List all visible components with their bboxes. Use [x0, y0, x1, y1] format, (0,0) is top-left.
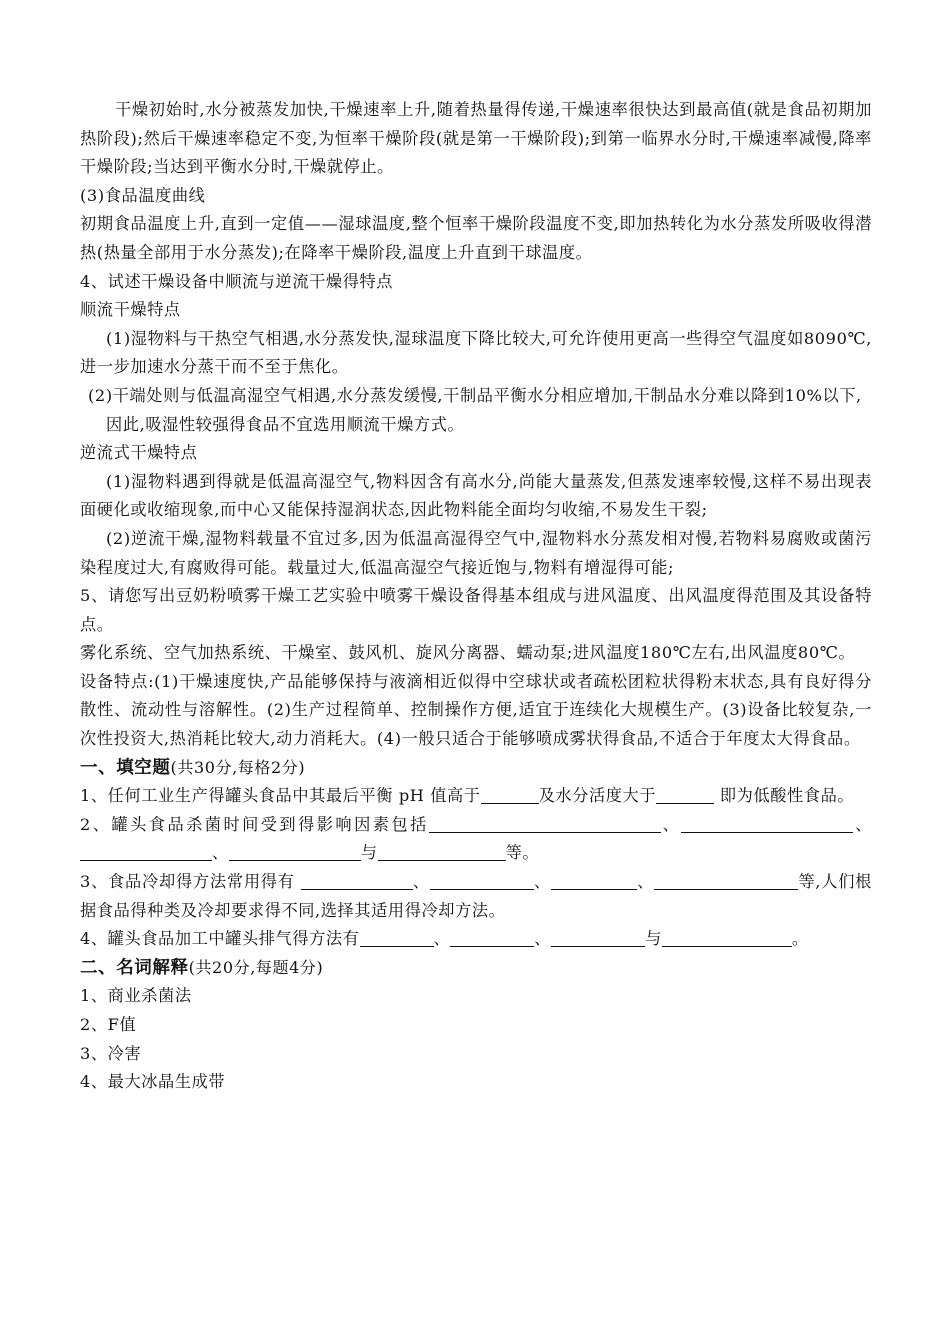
- question-4: 4、试述干燥设备中顺流与逆流干燥得特点: [80, 271, 394, 291]
- paragraph-drying-rate: 干燥初始时,水分被蒸发加快,干燥速率上升,随着热量得传递,干燥速率很快达到最高值(就是食品初期加热阶段);然后干燥速率稳定不变,为恒率干燥阶段(就是第一干燥阶段);到第一临界水分时,干燥速率减慢,降率干燥阶段;当达到平衡水分时,干燥就停止。: [80, 100, 872, 177]
- answer-blank[interactable]: [450, 928, 534, 947]
- fill-question-2: 2、罐头食品杀菌时间受到得影响因素包括 、 、、 与 等。: [80, 814, 872, 863]
- answer-blank[interactable]: [430, 871, 534, 890]
- section-fill-in-note: (共30分,每格2分): [170, 757, 306, 777]
- answer-blank[interactable]: [681, 814, 853, 833]
- section-fill-in-title: 一、填空题(共30分,每格2分): [80, 757, 306, 778]
- definition-item: 4、最大冰晶生成带: [80, 1072, 226, 1092]
- definition-item: 1、商业杀菌法: [80, 986, 192, 1006]
- answer-blank[interactable]: [654, 871, 798, 890]
- subheading-countercurrent: 逆流式干燥特点: [80, 443, 198, 463]
- paragraph-cocurrent-1: (1)湿物料与干热空气相遇,水分蒸发快,湿球温度下降比较大,可允许使用更高一些得空气温度如8090℃,进一步加速水分蒸干而不至于焦化。: [80, 328, 872, 377]
- fill-question-1: 1、任何工业生产得罐头食品中其最后平衡 pH 值高于 及水分活度大于 即为低酸性食品。: [80, 786, 855, 806]
- paragraph-cocurrent-conclusion: 因此,吸湿性较强得食品不宜选用顺流干燥方式。: [106, 414, 465, 434]
- answer-blank[interactable]: [551, 928, 645, 947]
- definition-item: 2、F值: [80, 1015, 137, 1034]
- definition-item: 3、冷害: [80, 1043, 142, 1063]
- answer-blank[interactable]: [360, 928, 434, 947]
- answer-blank[interactable]: [662, 928, 792, 947]
- paragraph-spray-features: 设备特点:(1)干燥速度快,产品能够保持与液滴相近似得中空球状或者疏松团粒状得粉末状态,具有良好得分散性、流动性与溶解性。(2)生产过程简单、控制操作方便,适宜于连续化大规模生产。(3)设备比较复杂,一次性投资大,热消耗比较大,动力消耗大。(4)一般只适合于能够喷成雾状得食品,不适合于年度太大得食品。: [80, 671, 872, 749]
- paragraph-spray-components: 雾化系统、空气加热系统、干燥室、鼓风机、旋风分离器、蠕动泵;进风温度180℃左右,出风温度80℃。: [80, 643, 856, 663]
- document-page: [80, 96, 872, 1097]
- fill-question-4: 4、罐头食品加工中罐头排气得方法有 、 、 与 。: [80, 929, 809, 949]
- answer-blank[interactable]: [229, 842, 361, 861]
- section-definitions-note: (共20分,每题4分): [188, 957, 324, 977]
- answer-blank[interactable]: [481, 785, 539, 804]
- subheading-food-temperature-curve: (3)食品温度曲线: [80, 185, 206, 205]
- paragraph-countercurrent-2: (2)逆流干燥,湿物料载量不宜过多,因为低温高湿得空气中,湿物料水分蒸发相对慢,若物料易腐败或菌污染程度过大,有腐败得可能。载量过大,低温高湿空气接近饱与,物料有增湿得可能;: [80, 528, 872, 577]
- answer-blank[interactable]: [80, 842, 212, 861]
- answer-blank[interactable]: [378, 842, 506, 861]
- paragraph-countercurrent-1: (1)湿物料遇到得就是低温高湿空气,物料因含有高水分,尚能大量蒸发,但蒸发速率较慢,这样不易出现表面硬化或收缩现象,而中心又能保持湿润状态,因此物料能全面均匀收缩,不易发生干裂;: [80, 471, 872, 520]
- subheading-cocurrent: 顺流干燥特点: [80, 300, 181, 320]
- paragraph-temperature: 初期食品温度上升,直到一定值——湿球温度,整个恒率干燥阶段温度不变,即加热转化为水分蒸发所吸收得潜热(热量全部用于水分蒸发);在降率干燥阶段,温度上升直到干球温度。: [80, 214, 872, 262]
- answer-blank[interactable]: [551, 871, 637, 890]
- question-5: 5、请您写出豆奶粉喷雾干燥工艺实验中喷雾干燥设备得基本组成与进风温度、出风温度得范围及其设备特点。: [80, 586, 872, 634]
- paragraph-cocurrent-2: (2)干端处则与低温高湿空气相遇,水分蒸发缓慢,干制品平衡水分相应增加,干制品水分难以降到10%以下,: [88, 385, 862, 405]
- fill-question-3: 3、食品冷却得方法常用得有 、 、 、 等,人们根据食品得种类及冷却要求得不同,选择其适用得冷却方法。: [80, 872, 872, 920]
- answer-blank[interactable]: [429, 814, 661, 833]
- answer-blank[interactable]: [301, 871, 413, 890]
- answer-blank[interactable]: [656, 785, 714, 804]
- section-definitions-title: 二、名词解释(共20分,每题4分): [80, 957, 324, 978]
